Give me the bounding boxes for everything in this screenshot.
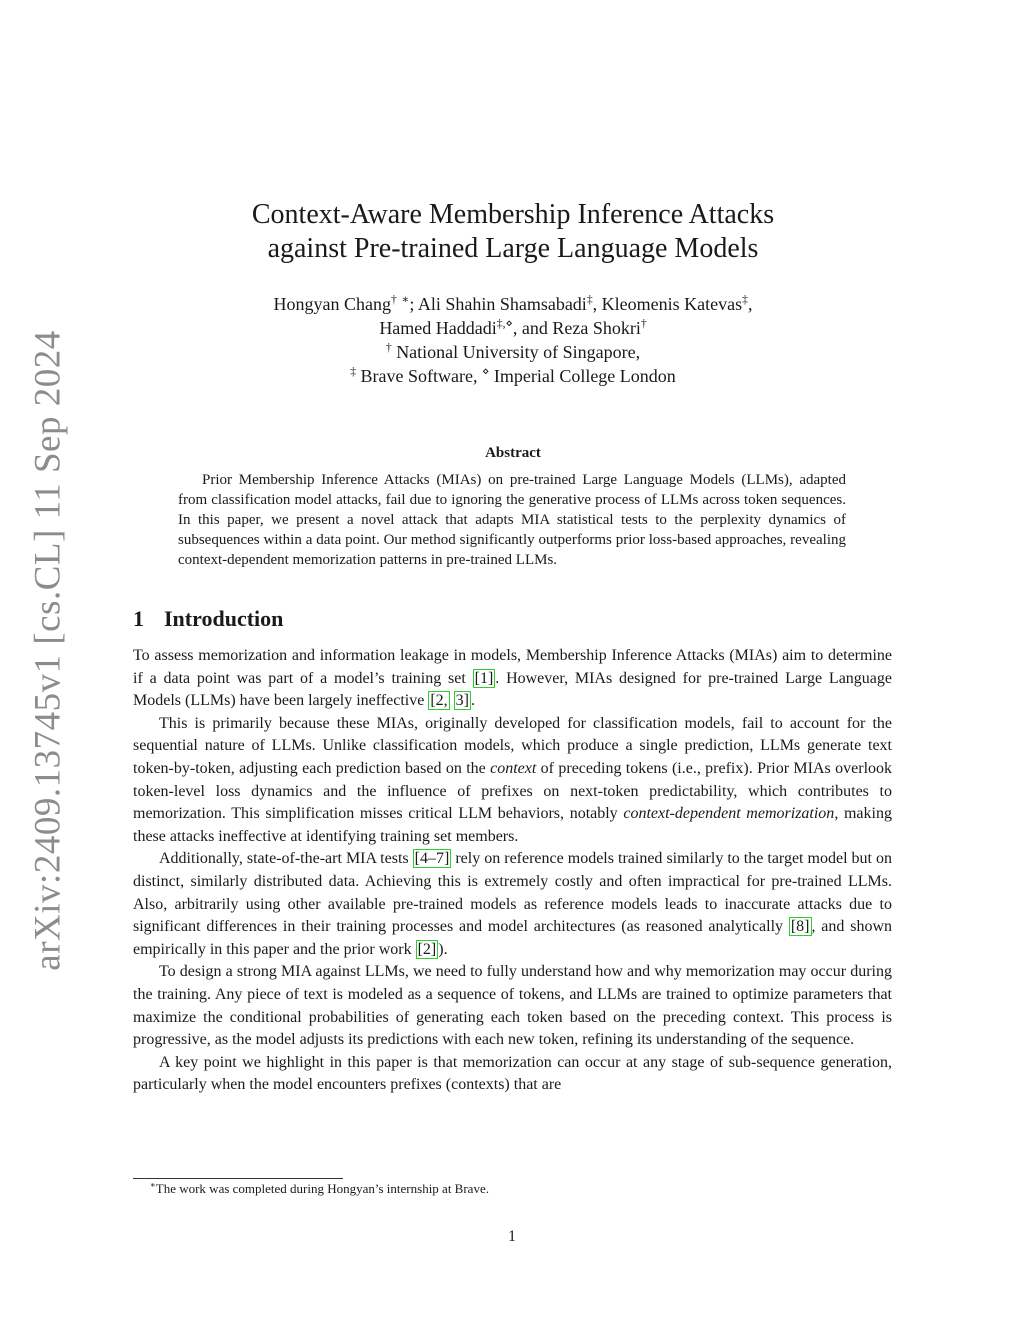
author-line-2: Hamed Haddadi‡,⋄, and Reza Shokri†	[379, 317, 647, 338]
title-line-1: Context-Aware Membership Inference Attacks	[251, 199, 775, 230]
intro-paragraph-5: A key point we highlight in this paper is that memorization can occur at any stage of sub-sequence generation, particularly when the model encounters prefixes (contexts) that are	[133, 1053, 892, 1094]
arxiv-id-text: arXiv:2409.13745v1 [cs.CL] 11 Sep 2024	[27, 329, 69, 971]
section-title: Introduction	[164, 606, 284, 631]
affiliation-line-1: † National University of Singapore,	[385, 341, 641, 362]
page-number: 1	[508, 1228, 516, 1245]
citation-link[interactable]: 3]	[455, 692, 469, 710]
author-line-1: Hongyan Chang† ∗; Ali Shahin Shamsabadi‡, Kleomenis Katevas‡,	[273, 293, 753, 314]
section-heading-introduction	[133, 606, 283, 632]
title-line-2: against Pre-trained Large Language Models	[267, 233, 759, 264]
intro-paragraph-3: Additionally, state-of-the-art MIA tests [4–7] rely on reference models trained similarly to the target model but on distinct, similarly distributed data. Achieving this is extremely costly and often impractical for pre-trained LLMs. Also, arbitrarily using other available pre-trained models as reference models leads to inaccurate attacks due to significant differences in their training processes and model architectures (as reasoned analytically [8] , and shown empirically in this paper and the prior work [2] ).	[133, 850, 893, 958]
citation-link[interactable]: [8]	[790, 918, 810, 936]
abstract-body: Prior Membership Inference Attacks (MIAs) on pre-trained Large Language Models (LLMs), adapted from classification model attacks, fail due to ignoring the generative process of LLMs across token sequences. In this paper, we present a novel attack that adapts MIA statistical tests to the perplexity dynamics of subsequences within a data point. Our method significantly outperforms prior loss-based approaches, revealing context-dependent memorization patterns in pre-trained LLMs.	[178, 472, 846, 568]
intro-paragraph-4: To design a strong MIA against LLMs, we need to fully understand how and why memorization may occur during the training. Any piece of text is modeled as a sequence of tokens, and LLMs are trained to optimize parameters that maximize the conditional probabilities of generating each token based on the preceding context. This process is progressive, as the model adjusts its predictions with each new token, refining its understanding of the sequence.	[133, 963, 892, 1049]
citation-link[interactable]: [2,	[430, 692, 448, 710]
footnote-divider	[133, 1178, 343, 1179]
author-block	[133, 292, 893, 388]
citation-link[interactable]: [2]	[417, 940, 437, 958]
footnote-ref-star[interactable]: ∗	[401, 293, 410, 306]
arxiv-identifier-stamp	[8, 329, 88, 971]
paper-title	[133, 198, 893, 266]
introduction-body	[133, 645, 892, 1097]
citation-link[interactable]: [4–7]	[414, 850, 450, 868]
section-number: 1	[133, 606, 144, 631]
footnote: ∗The work was completed during Hongyan’s internship at Brave.	[150, 1179, 489, 1196]
intro-paragraph-2: This is primarily because these MIAs, originally developed for classification models, fail to account for the sequential nature of LLMs. Unlike classification models, which produce a single prediction, LLMs generate text token-by-token, adjusting each prediction based on the context of preceding tokens (i.e., prefix). Prior MIAs overlook token-level loss dynamics and the influence of prefixes on next-token predictability, which contributes to memorization. This simplification misses critical LLM behaviors, notably context-dependent memorization, making these attacks ineffective at identifying training set members.	[133, 714, 893, 845]
citation-link[interactable]: [1]	[474, 669, 494, 687]
affiliation-line-2: ‡ Brave Software, ⋄ Imperial College London	[350, 365, 676, 386]
abstract-heading: Abstract	[485, 445, 541, 461]
intro-paragraph-1: To assess memorization and information leakage in models, Membership Inference Attacks (MIAs) aim to determine if a data point was part of a model’s training set [1] . However, MIAs designed for pre-trained Large Language Models (LLMs) have been largely ineffective [2, 3] .	[133, 647, 893, 710]
